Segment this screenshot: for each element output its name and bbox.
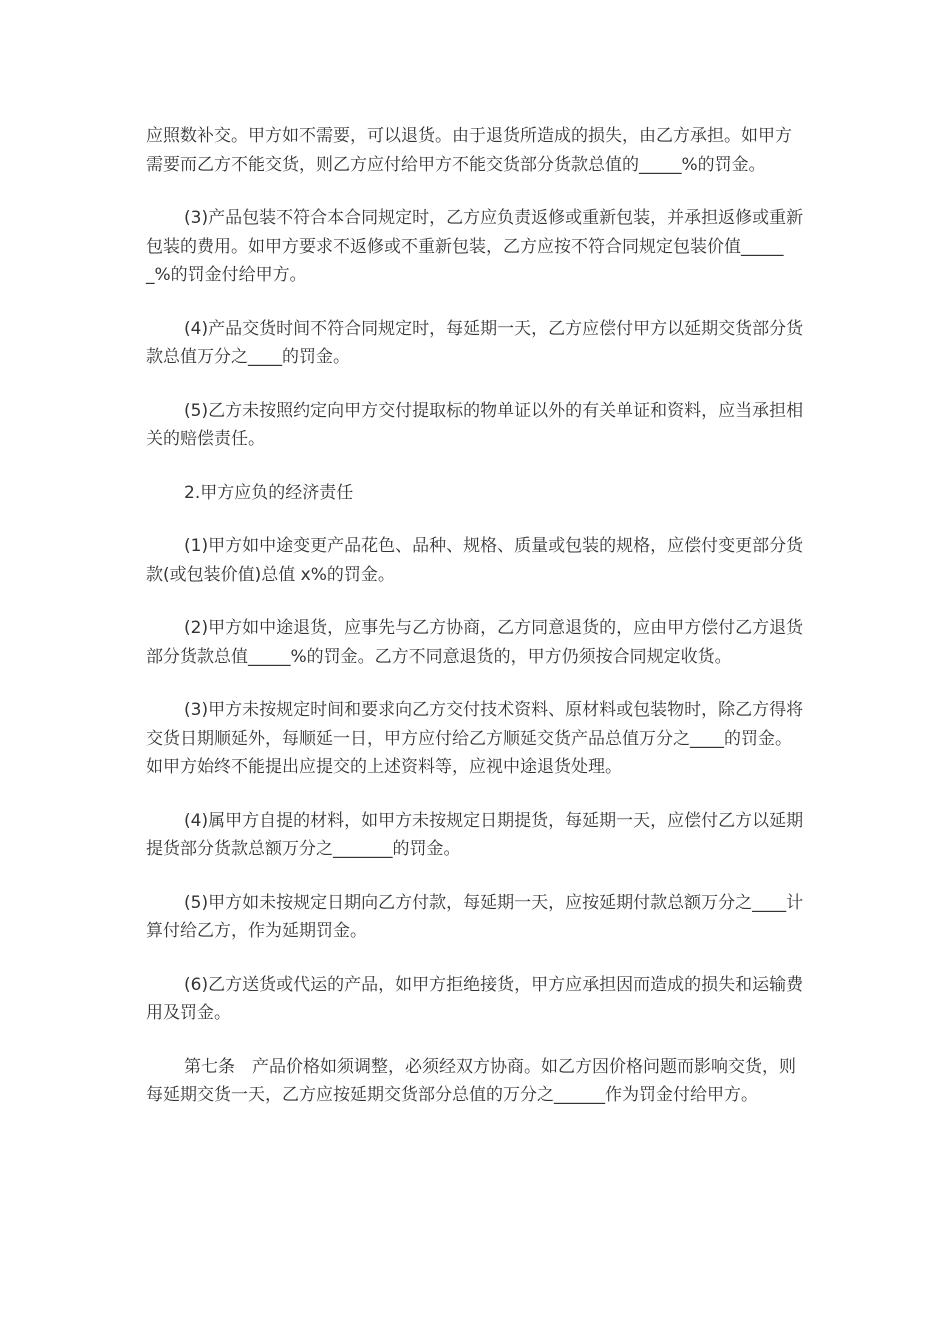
paragraph-8: (3)甲方未按规定时间和要求向乙方交付技术资料、原材料或包装物时，除乙方得将交货日期顺延外，每顺延一日，甲方应付给乙方顺延交货产品总值万分之____的罚金。如甲方始终不能提出应提交的上述资料等，应视中途退货处理。 (146, 700, 804, 777)
paragraph-9: (4)属甲方自提的材料，如甲方未按规定日期提货，每延期一天，应偿付乙方以延期提货部分货款总额万分之_______的罚金。 (146, 810, 804, 859)
document-body (146, 122, 806, 1135)
section-heading: 2.甲方应负的经济责任 (184, 482, 354, 503)
paragraph-1: 应照数补交。甲方如不需要，可以退货。由于退货所造成的损失，由乙方承担。如甲方需要而乙方不能交货，则乙方应付给甲方不能交货部分货款总值的_____%的罚金。 (146, 126, 792, 175)
paragraph-3: (4)产品交货时间不符合同规定时，每延期一天，乙方应偿付甲方以延期交货部分货款总值万分之____的罚金。 (146, 318, 804, 367)
paragraph-10: (5)甲方如未按规定日期向乙方付款，每延期一天，应按延期付款总额万分之____计算付给乙方，作为延期罚金。 (146, 892, 804, 941)
paragraph-2: (3)产品包装不符合本合同规定时，乙方应负责返修或重新包装，并承担返修或重新包装的费用。如甲方要求不返修或不重新包装，乙方应按不符合同规定包装价值______%的罚金付给甲方。 (146, 208, 804, 285)
paragraph-6: (1)甲方如中途变更产品花色、品种、规格、质量或包装的规格，应偿付变更部分货款(或包装价值)总值 x%的罚金。 (146, 536, 804, 585)
article-seven: 第七条 产品价格如须调整，必须经双方协商。如乙方因价格问题而影响交货，则每延期交货一天，乙方应按延期交货部分总值的万分之______作为罚金付给甲方。 (146, 1056, 796, 1105)
paragraph-4: (5)乙方未按照约定向甲方交付提取标的物单证以外的有关单证和资料，应当承担相关的赔偿责任。 (146, 400, 804, 449)
paragraph-7: (2)甲方如中途退货，应事先与乙方协商，乙方同意退货的，应由甲方偿付乙方退货部分货款总值_____%的罚金。乙方不同意退货的，甲方仍须按合同规定收货。 (146, 618, 804, 667)
paragraph-11: (6)乙方送货或代运的产品，如甲方拒绝接货，甲方应承担因而造成的损失和运输费用及罚金。 (146, 974, 804, 1023)
